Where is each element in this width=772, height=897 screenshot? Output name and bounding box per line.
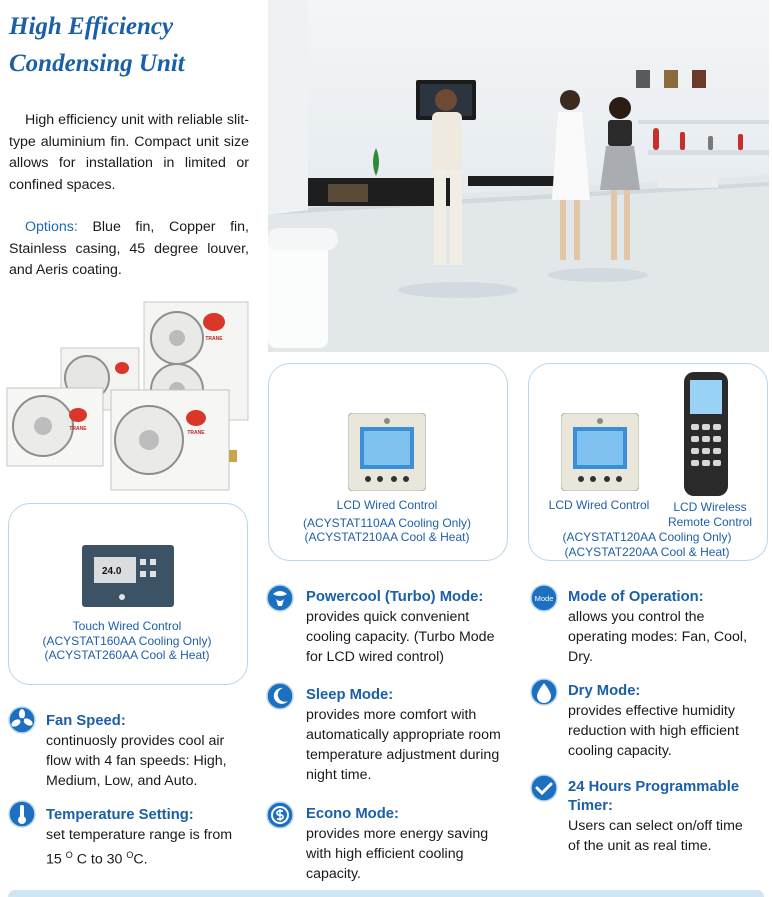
svg-text:TRANE: TRANE bbox=[187, 430, 205, 436]
options-paragraph bbox=[9, 217, 249, 282]
powercool-icon bbox=[266, 584, 294, 612]
lcd-control-heat-model: (ACYSTAT210AA Cool & Heat) bbox=[304, 530, 470, 544]
svg-text:TRANE: TRANE bbox=[69, 426, 87, 432]
temperature-end: . bbox=[143, 851, 148, 868]
econo-line-2: with high efficient cooling bbox=[306, 846, 464, 862]
combo-wireless-name bbox=[657, 500, 763, 529]
lcd-control-cool-model: (ACYSTAT110AA Cooling Only) bbox=[302, 515, 472, 530]
fan-speed-line-1: continuosly provides cool air bbox=[46, 733, 225, 749]
combo-wireless-name-line-2: Remote Control bbox=[667, 514, 753, 529]
fan-icon bbox=[8, 706, 36, 734]
sleep-line-1: provides more comfort with bbox=[306, 707, 477, 723]
mode-line-1: allows you control the bbox=[568, 609, 705, 625]
touch-wired-control-device bbox=[82, 545, 174, 607]
mode-icon bbox=[530, 584, 558, 612]
clock-icon bbox=[530, 774, 558, 802]
temperature-line-2 bbox=[46, 845, 258, 870]
mode-heading: Mode of Operation: bbox=[568, 589, 704, 605]
degree-symbol: O bbox=[126, 850, 134, 860]
sleep-line-4: night time. bbox=[306, 767, 372, 783]
sleep-heading: Sleep Mode: bbox=[306, 687, 394, 703]
touch-control-cool-model: (ACYSTAT160AA Cooling Only) bbox=[42, 633, 212, 648]
mode-line-3: Dry. bbox=[568, 649, 593, 665]
combo-model-caption bbox=[529, 530, 765, 559]
dry-line-2: reduction with high efficient bbox=[568, 723, 739, 739]
bottom-decorative-bar bbox=[8, 890, 764, 897]
dry-line-1: provides effective humidity bbox=[568, 703, 735, 719]
condensing-units-image bbox=[5, 300, 255, 495]
econo-line-3: capacity. bbox=[306, 866, 361, 882]
powercool-line-1: provides quick convenient bbox=[306, 609, 470, 625]
powercool-line-3: for LCD wired control) bbox=[306, 649, 444, 665]
combo-heat-model: (ACYSTAT220AA Cool & Heat) bbox=[564, 544, 730, 559]
temperature-low-value: 15 bbox=[46, 851, 62, 868]
lcd-wired-control-device bbox=[561, 413, 639, 491]
temperature-unit: C bbox=[133, 851, 144, 868]
timer-heading-1: 24 Hours Programmable bbox=[568, 779, 740, 795]
touch-control-name: Touch Wired Control bbox=[72, 619, 182, 633]
living-room-illustration bbox=[268, 0, 769, 352]
lcd-wired-control-device bbox=[348, 413, 426, 491]
econo-line-1: provides more energy saving bbox=[306, 826, 489, 842]
touch-control-caption bbox=[9, 619, 245, 663]
thermometer-icon bbox=[8, 800, 36, 828]
lcd-wireless-control-card bbox=[528, 363, 768, 561]
dry-line-3: cooling capacity. bbox=[568, 743, 672, 759]
timer-heading-2: Timer: bbox=[568, 798, 613, 814]
lcd-control-name: LCD Wired Control bbox=[336, 498, 438, 512]
trane-logo-icon bbox=[186, 410, 206, 426]
touch-wired-control-card bbox=[8, 503, 248, 685]
title-line-2: Condensing Unit bbox=[9, 50, 185, 77]
combo-wired-name: LCD Wired Control bbox=[548, 498, 650, 512]
timer-line-2: of the unit as real time. bbox=[568, 838, 712, 854]
trane-logo-icon bbox=[203, 313, 225, 331]
svg-text:Mode: Mode bbox=[534, 594, 554, 603]
fan-speed-line-3: Medium, Low, and Auto. bbox=[46, 773, 198, 789]
water-drop-icon bbox=[530, 678, 558, 706]
temperature-separator: C to bbox=[72, 851, 107, 868]
intro-paragraph: High efficiency unit with reliable slit-type aluminium fin. Compact unit size allows for installation in limited or confined spaces. bbox=[9, 112, 249, 193]
sleep-moon-icon bbox=[266, 682, 294, 710]
title-line-1: High Efficiency bbox=[9, 13, 174, 40]
sleep-line-3: temperature adjustment during bbox=[306, 747, 500, 763]
mode-line-2: operating modes: Fan, Cool, bbox=[568, 629, 748, 645]
combo-wireless-name-line-1: LCD Wireless bbox=[673, 500, 747, 514]
trane-logo-icon bbox=[115, 362, 129, 374]
wireless-remote-device bbox=[684, 372, 728, 496]
powercool-heading: Powercool (Turbo) Mode: bbox=[306, 589, 484, 605]
powercool-line-2: cooling capacity. (Turbo Mode bbox=[306, 629, 495, 645]
page-title bbox=[9, 8, 259, 82]
options-text: Blue fin, Copper fin, Stainless casing, 45 degree louver, and Aeris coating. bbox=[9, 219, 249, 278]
lcd-wired-control-card bbox=[268, 363, 508, 561]
condensing-units-illustration bbox=[5, 300, 255, 495]
temperature-line-1: set temperature range is from bbox=[46, 827, 233, 843]
living-room-photo bbox=[268, 0, 769, 352]
trane-logo-icon bbox=[69, 408, 87, 422]
dry-heading: Dry Mode: bbox=[568, 683, 641, 699]
degree-symbol: O bbox=[65, 850, 73, 860]
options-label: Options: bbox=[25, 219, 78, 235]
touch-control-heat-model: (ACYSTAT260AA Cool & Heat) bbox=[44, 648, 210, 662]
econo-heading: Econo Mode: bbox=[306, 806, 399, 822]
lcd-control-caption bbox=[269, 498, 505, 545]
sleep-line-2: automatically appropriate room bbox=[306, 727, 501, 743]
fan-speed-heading: Fan Speed: bbox=[46, 713, 126, 729]
temperature-high-value: 30 bbox=[106, 851, 123, 868]
combo-cool-model: (ACYSTAT120AA Cooling Only) bbox=[562, 530, 732, 544]
svg-text:TRANE: TRANE bbox=[205, 336, 223, 342]
timer-line-1: Users can select on/off time bbox=[568, 818, 743, 834]
svg-text:24.0: 24.0 bbox=[102, 566, 122, 577]
temperature-heading: Temperature Setting: bbox=[46, 807, 194, 823]
fan-speed-line-2: flow with 4 fan speeds: High, bbox=[46, 753, 227, 769]
econo-dollar-icon bbox=[266, 801, 294, 829]
